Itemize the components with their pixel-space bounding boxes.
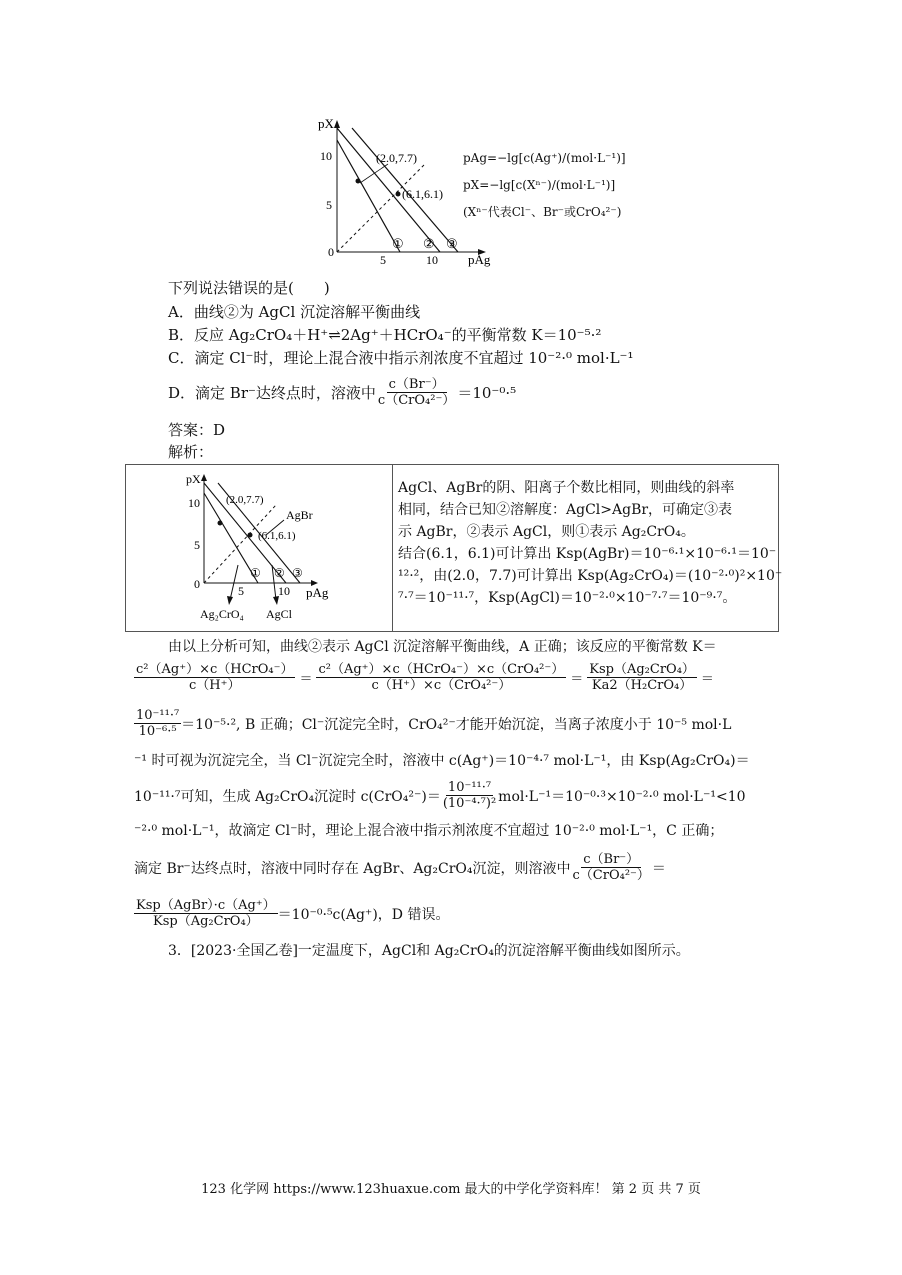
box-text-line: 相同，结合已知②溶解度：AgCl>AgBr，可确定③表	[398, 502, 733, 518]
eq-frac-3-den: Ka2（H₂CrO₄）	[591, 678, 693, 693]
curve-2-label: ②	[423, 236, 435, 251]
option-d-den: c（CrO₄²⁻）	[377, 393, 456, 408]
analysis-box	[125, 464, 783, 632]
diagonal-dashed-line	[337, 164, 425, 252]
point-a-label: (2.0,7.7)	[376, 151, 417, 165]
line8-den: Ksp（Ag₂CrO₄）	[153, 914, 259, 929]
eq-frac-2	[316, 662, 566, 693]
box-arrow-agbr-label: AgBr	[286, 508, 313, 522]
line5-prefix: 10⁻¹¹·⁷可知，生成 Ag₂CrO₄沉淀时 c(CrO₄²⁻)＝	[134, 788, 441, 805]
question-stem: 下列说法错误的是( )	[168, 279, 330, 297]
y-tick-10: 10	[320, 149, 332, 163]
point-a	[356, 179, 361, 184]
next-question: 3．[2023·全国乙卷]一定温度下，AgCl和 Ag₂CrO₄的沉淀溶解平衡曲线如图所示。	[168, 943, 690, 959]
eq-frac-1-num: c²（Ag⁺）×c（HCrO₄⁻）	[136, 662, 294, 677]
line8-fraction	[134, 898, 278, 929]
x-tick-5: 5	[380, 253, 386, 267]
line7-prefix: 滴定 Br⁻达终点时，溶液中同时存在 AgBr、Ag₂CrO₄沉淀，则溶液中	[134, 860, 571, 877]
box-text-line: ¹²·²，由(2.0，7.7)可计算出 Ksp(Ag₂CrO₄)＝(10⁻²·⁰)²×10⁻	[398, 568, 783, 584]
box-arrow-agcl-label: AgCl	[266, 607, 293, 621]
line5-num: 10⁻¹¹·⁷	[447, 780, 492, 795]
eq-frac-3	[587, 662, 697, 693]
box-chart-svg	[126, 465, 388, 631]
legend-line-3: (Xⁿ⁻代表Cl⁻、Br⁻或CrO₄²⁻)	[463, 205, 622, 219]
line7-suffix: ＝	[651, 860, 666, 877]
box-point-b-label: (6.1,6.1)	[258, 530, 296, 542]
line8-suffix: ＝10⁻⁰·⁵c(Ag⁺)，D 错误。	[277, 906, 450, 923]
explanation-line-4: ⁻¹ 时可视为沉淀完全，当 Cl⁻沉淀完全时，溶液中 c(Ag⁺)＝10⁻⁴·⁷ mol·L⁻¹，由 Ksp(Ag₂CrO₄)＝	[134, 753, 750, 769]
y-axis-arrow	[334, 120, 340, 128]
explanation-equation-1	[134, 662, 714, 693]
box-x-axis-label: pAg	[306, 585, 329, 600]
box-text-line: AgCl、AgBr的阴、阳离子个数比相同，则曲线的斜率	[398, 480, 735, 496]
line5-fraction	[441, 780, 498, 811]
box-diagonal-dashed	[204, 505, 276, 583]
explanation-line-3-rest: ＝10⁻⁵·², B 正确；Cl⁻沉淀完全时，CrO₄²⁻才能开始沉淀，当离子浓度小于 10⁻⁵ mol·L	[181, 716, 732, 733]
eq-equals-1: ＝	[299, 672, 313, 687]
option-d-suffix: ＝10⁻⁰·⁵	[457, 383, 517, 402]
box-curve-1-label: ①	[250, 566, 261, 580]
eq-frac-1-den: c（H⁺）	[188, 678, 241, 693]
line7-den: c（CrO₄²⁻）	[572, 868, 650, 883]
line5-suffix: mol·L⁻¹＝10⁻⁰·³×10⁻²·⁰ mol·L⁻¹<10	[498, 788, 746, 805]
box-y-tick-0: 0	[194, 577, 200, 591]
line5-den: (10⁻⁴·⁷)²	[442, 796, 497, 811]
y-tick-5: 5	[326, 198, 332, 212]
explanation-line-8	[134, 898, 449, 929]
eq-frac-3-num: Ksp（Ag₂CrO₄）	[589, 662, 695, 677]
box-y-tick-5: 5	[194, 538, 200, 552]
box-point-a	[218, 521, 223, 526]
option-d	[168, 377, 516, 408]
eq2-den: 10⁻⁶·⁵	[138, 724, 177, 739]
box-curve-3-label: ③	[292, 566, 303, 580]
analysis-label: 解析：	[168, 443, 214, 461]
answer: 答案：D	[168, 421, 226, 439]
line7-num: c（Br⁻）	[583, 852, 640, 867]
line7-fraction	[571, 852, 652, 883]
option-d-num: c（Br⁻）	[388, 377, 445, 392]
pointer-a	[360, 164, 388, 183]
point-b-label: (6.1,6.1)	[402, 187, 443, 201]
x-axis-label: pAg	[468, 252, 491, 267]
eq-frac-2-den: c（H⁺）×c（CrO₄²⁻）	[371, 678, 512, 693]
option-c: C．滴定 Cl⁻时，理论上混合液中指示剂浓度不宜超过 10⁻²·⁰ mol·L⁻¹	[168, 349, 634, 367]
legend-line-2: pX=−lg[c(Xⁿ⁻)/(mol·L⁻¹)]	[463, 178, 616, 192]
y-tick-0: 0	[328, 245, 334, 259]
x-tick-10: 10	[426, 253, 438, 267]
box-text	[398, 477, 783, 609]
eq2-num: 10⁻¹¹·⁷	[136, 708, 180, 723]
box-y-axis-arrow	[201, 474, 207, 481]
arrow-ag2cro4-head	[227, 596, 233, 605]
curve-1-label: ①	[392, 236, 404, 251]
curve-3-label: ③	[446, 236, 458, 251]
page-footer: 123 化学网 https://www.123huaxue.com 最大的中学化学资料库！ 第 2 页 共 7 页	[201, 1182, 701, 1197]
box-y-tick-10: 10	[188, 496, 200, 510]
y-axis-label: pX	[318, 116, 334, 131]
legend-line-1: pAg=−lg[c(Ag⁺)/(mol·L⁻¹)]	[463, 151, 626, 165]
eq2-fraction	[134, 708, 181, 739]
option-a: A．曲线②为 AgCl 沉淀溶解平衡曲线	[168, 303, 421, 321]
box-text-line: 示 AgBr，②表示 AgCl，则①表示 Ag₂CrO₄。	[398, 524, 695, 540]
point-b	[396, 192, 401, 197]
explanation-line-6: ⁻²·⁰ mol·L⁻¹，故滴定 Cl⁻时，理论上混合液中指示剂浓度不宜超过 10⁻²·⁰ mol·L⁻¹，C 正确；	[134, 823, 724, 839]
option-b: B．反应 Ag₂CrO₄＋H⁺⇌2Ag⁺＋HCrO₄⁻的平衡常数 K＝10⁻⁵·²	[168, 326, 602, 344]
box-arrow-ag2cro4-label: Ag₂CrO₄	[200, 607, 244, 621]
box-x-tick-5: 5	[238, 584, 244, 598]
explanation-line-3	[134, 708, 731, 739]
box-divider	[392, 465, 393, 631]
box-curve-2-label: ②	[274, 566, 285, 580]
eq-equals-3: ＝	[700, 672, 714, 687]
eq-equals-2: ＝	[570, 672, 584, 687]
box-text-line: ⁷·⁷＝10⁻¹¹·⁷，Ksp(AgCl)＝10⁻²·⁰×10⁻⁷·⁷＝10⁻⁹·⁷。	[398, 590, 737, 606]
explanation-line-5	[134, 780, 746, 811]
box-point-b	[248, 533, 253, 538]
box-text-line: 结合(6.1，6.1)可计算出 Ksp(AgBr)＝10⁻⁶·¹×10⁻⁶·¹＝10⁻	[398, 546, 777, 562]
option-d-fraction	[376, 377, 457, 408]
line8-num: Ksp（AgBr）·c（Ag⁺）	[136, 898, 276, 913]
eq-frac-1	[134, 662, 295, 693]
explanation-line-7	[134, 852, 666, 883]
option-d-prefix: D．滴定 Br⁻达终点时，溶液中	[168, 383, 376, 402]
box-x-tick-10: 10	[278, 584, 290, 598]
box-point-a-label: (2.0,7.7)	[226, 494, 264, 506]
explanation-line-1: 由以上分析可知，曲线②表示 AgCl 沉淀溶解平衡曲线，A 正确；该反应的平衡常数 K＝	[168, 639, 717, 655]
eq-frac-2-num: c²（Ag⁺）×c（HCrO₄⁻）×c（CrO₄²⁻）	[318, 662, 565, 677]
box-y-axis-label: pX	[186, 472, 201, 486]
